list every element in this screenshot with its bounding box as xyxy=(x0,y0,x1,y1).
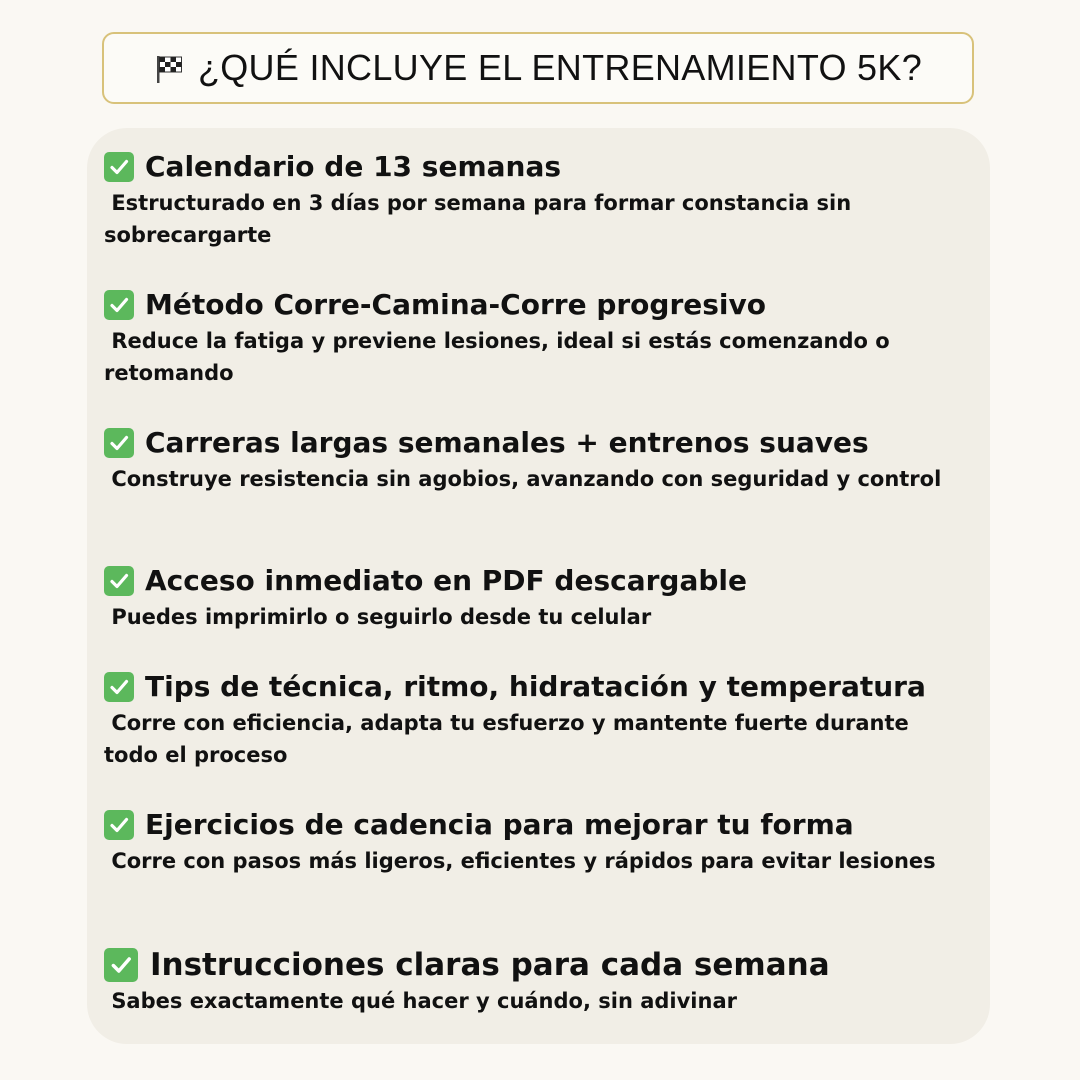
feature-title: Calendario de 13 semanas xyxy=(145,150,562,183)
feature-title: Acceso inmediato en PDF descargable xyxy=(145,564,747,597)
feature-description: Corre con pasos más ligeros, eficientes y rápidos para evitar lesiones xyxy=(104,849,936,873)
check-mark-icon xyxy=(104,672,134,702)
checkered-flag-icon xyxy=(154,51,184,81)
title-banner xyxy=(102,32,974,104)
feature-description: Construye resistencia sin agobios, avanzando con seguridad y control xyxy=(104,467,942,491)
feature-item-cadence xyxy=(104,807,974,877)
feature-title: Carreras largas semanales + entrenos suaves xyxy=(145,426,869,459)
check-mark-icon xyxy=(104,428,134,458)
feature-title: Tips de técnica, ritmo, hidratación y temperatura xyxy=(145,670,926,703)
feature-description: Corre con eficiencia, adapta tu esfuerzo y mantente fuerte durante todo el proceso xyxy=(104,711,917,767)
page-title-row xyxy=(154,47,922,89)
check-mark-icon xyxy=(104,290,134,320)
feature-description: Puedes imprimirlo o seguirlo desde tu celular xyxy=(104,605,652,629)
check-mark-icon xyxy=(104,566,134,596)
feature-item-pdf-access xyxy=(104,563,974,633)
feature-title: Instrucciones claras para cada semana xyxy=(150,947,830,983)
feature-description: Estructurado en 3 días por semana para formar constancia sin sobrecargarte xyxy=(104,191,859,247)
page-title: ¿QUÉ INCLUYE EL ENTRENAMIENTO 5K? xyxy=(197,47,923,88)
feature-title: Método Corre-Camina-Corre progresivo xyxy=(145,288,767,321)
check-mark-icon xyxy=(104,152,134,182)
feature-description: Sabes exactamente qué hacer y cuándo, sin adivinar xyxy=(104,989,737,1013)
feature-item-long-runs xyxy=(104,425,974,495)
check-mark-icon xyxy=(104,810,134,840)
feature-title: Ejercicios de cadencia para mejorar tu forma xyxy=(145,808,854,841)
feature-item-method xyxy=(104,287,974,389)
check-mark-icon xyxy=(104,948,138,982)
feature-item-instructions xyxy=(104,947,974,1017)
feature-description: Reduce la fatiga y previene lesiones, ideal si estás comenzando o retomando xyxy=(104,329,897,385)
feature-item-tips xyxy=(104,669,974,771)
feature-item-calendar xyxy=(104,149,974,251)
